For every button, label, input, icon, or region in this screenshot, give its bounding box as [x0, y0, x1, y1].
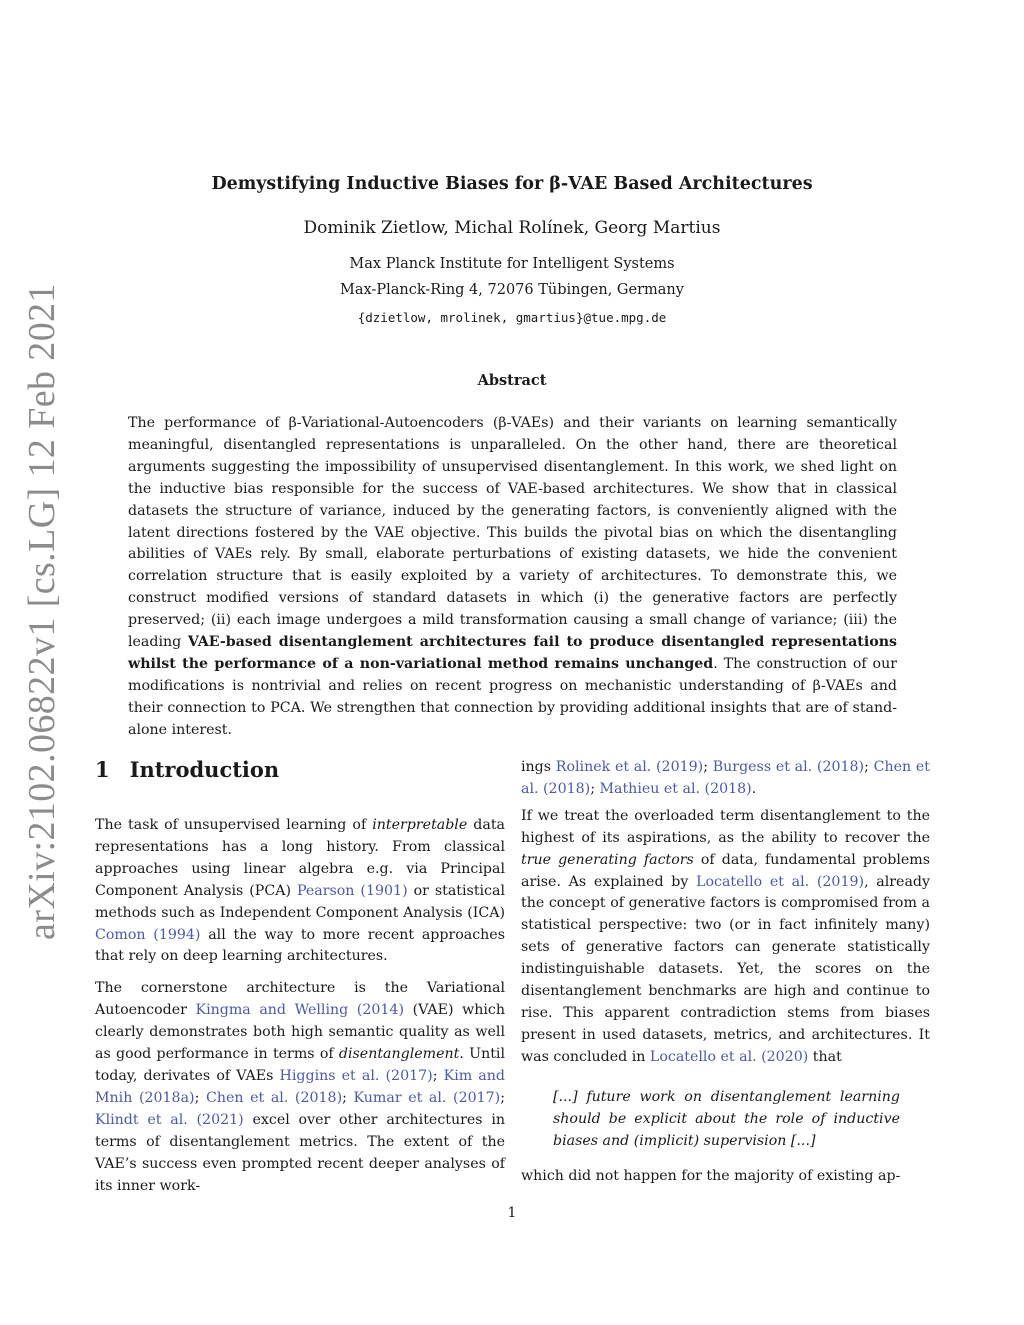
citation-link[interactable]: Klindt et al. (2021) [95, 1111, 244, 1128]
citation-link[interactable]: Locatello et al. (2019) [696, 873, 865, 890]
abstract-key-claim: VAE-based disentanglement architectures fail to produce disentangled representations whilst the performance of a non-variational method remains unchanged [128, 634, 898, 672]
citation-link[interactable]: Pearson (1901) [296, 882, 408, 899]
affiliation-address: Max-Planck-Ring 4, 72076 Tübingen, Germany [340, 282, 684, 298]
citation-link[interactable]: Comon (1994) [95, 926, 201, 943]
intro-paragraph-1: The task of unsupervised learning of interpretable data representations has a long history. From classical approaches using linear algebra e.g. via Principal Component Analysis (PCA) Pearson (1901) or statistical methods such as Independent Component Analysis (ICA) Comon (1994) all the way to more recent approaches that rely on deep learning architectures. [95, 817, 505, 965]
section-number: 1 [95, 757, 110, 782]
left-column [95, 815, 505, 1207]
citation-link[interactable]: Higgins et al. (2017) [279, 1067, 433, 1084]
author-emails: {dzietlow, mrolinek, gmartius}@tue.mpg.de [357, 310, 667, 325]
citation-link[interactable]: Locatello et al. (2020) [649, 1048, 809, 1065]
citation-link[interactable]: Mathieu et al. (2018) [599, 780, 752, 797]
arxiv-identifier: arXiv:2102.06822v1 [cs.LG] 12 Feb 2021 [21, 283, 63, 940]
intro-paragraph-3: If we treat the overloaded term disentanglement to the highest of its aspirations, as the ability to recover the true generating factors of data, fundamental problems arise. As explained by Locatello et al. (2019), already the concept of generative factors is compromised from a statistical perspective: two (or in fact infinitely many) sets of generative factors can generate statistically indistinguishable datasets. Yet, the scores on the disentanglement benchmarks are high and continue to rise. This apparent contradiction stems from biases present in used datasets, metrics, and architectures. It was concluded in Locatello et al. (2020) that [521, 807, 931, 1065]
page-number: 1 [507, 1205, 517, 1221]
citation-link[interactable]: Kingma and Welling (2014) [195, 1002, 404, 1019]
intro-paragraph-2: The cornerstone architecture is the Variational Autoencoder Kingma and Welling (2014) (VAE) which clearly demonstrates both high semantic quality as well as good performance in terms of disentanglement. Until today, derivates of VAEs Higgins et al. (2017); Kim and Mnih (2018a); Chen et al. (2018); Kumar et al. (2017); Klindt et al. (2021) excel over other architectures in terms of disentanglement metrics. The extent of the VAE’s success even prompted recent deeper analyses of its inner work- [95, 980, 506, 1194]
citation-link[interactable]: Chen et al. (2018) [205, 1089, 343, 1106]
section-heading-introduction [95, 757, 279, 782]
section-title: Introduction [129, 757, 280, 782]
abstract-body: The performance of β-Variational-Autoencoders (β-VAEs) and their variants on learning semantically meaningful, disentangled representations is unparalleled. On the other hand, there are theoretical arguments suggesting the impossibility of unsupervised disentanglement. In this work, we shed light on the inductive bias responsible for the success of VAE-based architectures. We show that in classical datasets the structure of variance, induced by the generating factors, is conveniently aligned with the latent directions fostered by the VAE objective. This builds the pivotal bias on which the disentangling abilities of VAEs rely. By small, elaborate perturbations of existing datasets, we hide the convenient correlation structure that is easily exploited by a variety of architectures. To demonstrate this, we construct modified versions of standard datasets in which (i) the generative factors are perfectly preserved; (ii) each image undergoes a mild transformation causing a small change of variance; (iii) the leading VAE-based disentanglement architectures fail to produce disentangled representations whilst the performance of a non-variational method remains unchanged. The construction of our modifications is nontrivial and relies on recent progress on mechanistic understanding of β-VAEs and their connection to PCA. We strengthen that connection by providing additional insights that are of stand-alone interest. [128, 415, 898, 738]
citation-link[interactable]: Burgess et al. (2018) [712, 759, 865, 775]
citation-link[interactable]: Rolinek et al. (2019) [555, 759, 704, 775]
block-quote: [...] future work on disentanglement learning should be explicit about the role of inductive biases and (implicit) supervision [...] [553, 1088, 900, 1149]
intro-paragraph-4: which did not happen for the majority of existing ap- [521, 1168, 901, 1185]
citation-link[interactable]: Kumar et al. (2017) [353, 1089, 501, 1106]
citation-link[interactable]: Kim and Mnih (2018a) [95, 1067, 505, 1106]
paper-title: Demystifying Inductive Biases for β-VAE Based Architectures [211, 174, 813, 194]
citation-link[interactable]: Chen et al. (2018) [521, 759, 930, 797]
right-column [521, 757, 930, 1188]
author-list: Dominik Zietlow, Michal Rolínek, Georg Martius [303, 218, 721, 238]
abstract-heading: Abstract [477, 372, 547, 389]
affiliation-institute: Max Planck Institute for Intelligent Systems [349, 256, 675, 272]
intro-paragraph-2-continued: ings Rolinek et al. (2019); Burgess et al. (2018); Chen et al. (2018); Mathieu et al. (2018). [521, 759, 930, 797]
